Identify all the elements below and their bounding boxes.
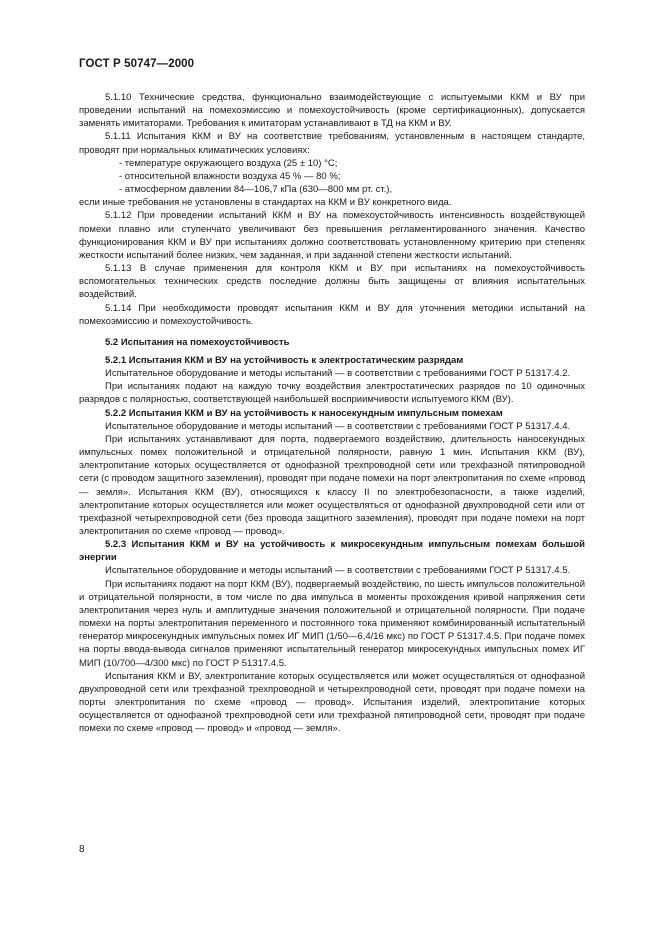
paragraph-5-2-3-c: Испытания ККМ и ВУ, электропитание которых осуществляется или может осуществляться от однофазной двухпроводной сети или трехфазной трехпроводной и четырехпроводной сети, проводят при подаче помехи на порты электропитания по схеме «провод — провод». Испытания изделий, электропитание которых осуществляется от однофазной трехпроводной сети или трехфазной пятипроводной сети, проводят при подаче помехи по схеме «провод — провод» и «провод — земля». [79,670,585,735]
paragraph-5-1-13: 5.1.13 В случае применения для контроля ККМ и ВУ при испытаниях на помехоустойчивость вспомогательных технических средств последние должны быть защищены от влияния испытательных воздействий. [79,263,585,301]
list-item: - атмосферном давлении 84—106,7 кПа (630—800 мм рт. ст.), [119,184,393,196]
section-heading-5-2: 5.2 Испытания на помехоустойчивость [105,336,290,348]
paragraph-5-1-12: 5.1.12 При проведении испытаний ККМ и ВУ на помехоустойчивость интенсивность воздействующей помехи плавно или ступенчато увеличивают без превышения регламентированного значения. Качество функционирования ККМ и ВУ при испытаниях должно соответствовать установленному критерию при степенях жесткости испытаний более низких, чем заданная, и при заданной степени жесткости испытаний. [79,210,585,261]
section-heading-5-2-2: 5.2.2 Испытания ККМ и ВУ на устойчивость к наносекундным импульсным помехам [105,407,503,419]
paragraph-5-2-1-b: При испытаниях подают на каждую точку воздействия электростатических разрядов по 10 одиночных разрядов с полярностью, соответствующей наибольшей восприимчивости испытуемого ККМ (ВУ). [79,381,585,406]
section-heading-5-2-1: 5.2.1 Испытания ККМ и ВУ на устойчивость к электростатическим разрядам [105,354,464,366]
section-heading-5-2-3: 5.2.3 Испытания ККМ и ВУ на устойчивость к микросекундным импульсным помехам большой энергии [79,539,585,564]
page-number: 8 [79,844,85,855]
paragraph-5-1-11: 5.1.11 Испытания ККМ и ВУ на соответствие требованиям, установленным в настоящем стандарте, проводят при нормальных климатических условиях: [79,131,585,156]
document-body [79,91,585,736]
list-item: - температуре окружающего воздуха (25 ± 10) °С; [119,157,338,169]
list-item: - относительной влажности воздуха 45 % — 80 %; [119,170,341,182]
paragraph-5-2-3-a: Испытательное оборудование и методы испытаний — в соответствии с требованиями ГОСТ Р 51317.4.5. [105,565,571,577]
paragraph-5-2-2-b: При испытаниях устанавливают для порта, подвергаемого воздействию, длительность наносекундных импульсных помех положительной и отрицательной полярности, равную 1 мин. Испытания ККМ (ВУ), электропитание которых осуществляется от однофазной трехпроводной сети или трехфазной пятипроводной сети (с проводом защитного заземления), проводят при подаче помехи на порт электропитания по схеме «провод — земля». Испытания ККМ (ВУ), относящихся к классу II по электробезопасности, а также изделий, электропитание которых осуществляется или может осуществляться от однофазной двухпроводной сети или от трехфазной четырехпроводной сети (без провода защитного заземления), проводят при подаче помехи на порт электропитания по схеме «провод — провод». [79,433,585,537]
paragraph-5-1-11-tail: если иные требования не установлены в стандартах на ККМ и ВУ конкретного вида. [79,197,452,209]
paragraph-5-2-2-a: Испытательное оборудование и методы испытаний — в соответствии с требованиями ГОСТ Р 51317.4.4. [105,420,571,432]
document-header: ГОСТ Р 50747—2000 [79,58,195,70]
paragraph-5-1-10: 5.1.10 Технические средства, функционально взаимодействующие с испытуемыми ККМ и ВУ при проведении испытаний на помехоэмиссию и помехоустойчивость (кроме сертификационных), допускается заменять имитаторами. Требования к имитаторам устанавливают в ТД на ККМ и ВУ. [79,92,585,130]
paragraph-5-2-3-b: При испытаниях подают на порт ККМ (ВУ), подвергаемый воздействию, по шесть импульсов положительной и отрицательной полярности, в том числе по два импульса в моменты прохождения кривой напряжения сети электропитания через нуль и амплитудные значения положительной и отрицательной полярности. При подаче помехи на порты электропитания переменного и постоянного тока применяют комбинированный испытательный генератор микросекундных импульсных помех ИГ МИП (1/50—6,4/16 мкс) по ГОСТ Р 51317.4.5. При подаче помех на порты ввода-вывода сигналов применяют испытательный генератор микросекундных импульсных помех ИГ МИП (10/700—4/300 мкс) по ГОСТ Р 51317.4.5. [79,578,586,669]
paragraph-5-1-14: 5.1.14 При необходимости проводят испытания ККМ и ВУ для уточнения методики испытаний на помехоэмиссию и помехоустойчивость. [79,302,585,327]
paragraph-5-2-1-a: Испытательное оборудование и методы испытаний — в соответствии с требованиями ГОСТ Р 51317.4.2. [105,368,571,380]
climate-conditions-list [79,157,585,196]
